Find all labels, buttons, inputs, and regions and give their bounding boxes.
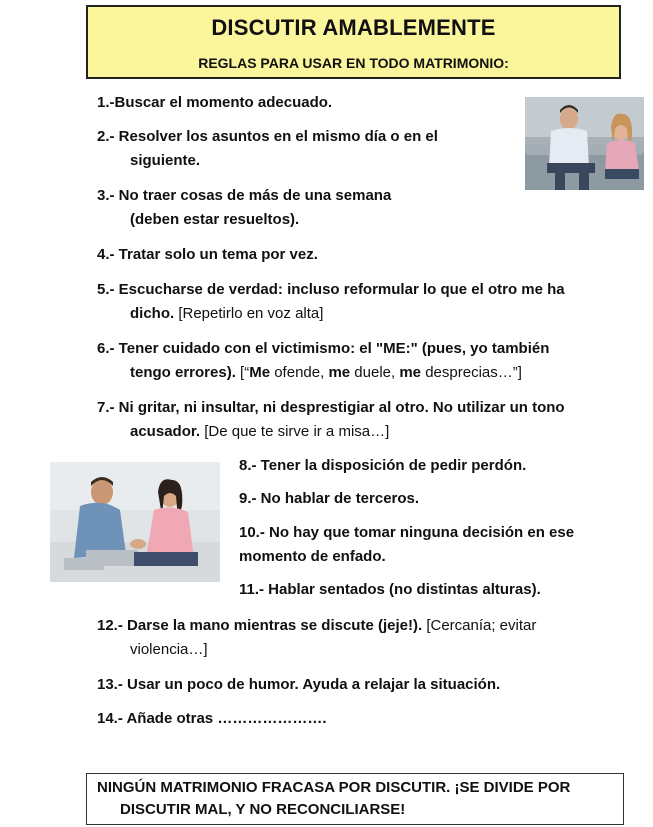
footer-line-1: NINGÚN MATRIMONIO FRACASA POR DISCUTIR. ¡SE DIVIDE POR <box>97 779 571 796</box>
rule-6-note: [“Me ofende, me duele, me desprecias…”] <box>240 364 522 381</box>
rule-9: 9.- No hablar de terceros. <box>239 490 420 507</box>
page-subtitle: REGLAS PARA USAR EN TODO MATRIMONIO: <box>198 55 509 71</box>
page-title: DISCUTIR AMABLEMENTE <box>211 15 496 40</box>
rule-2: 2.- Resolver los asuntos en el mismo día o en el siguiente. <box>97 128 438 169</box>
rule-5: 5.- Escucharse de verdad: incluso reformular lo que el otro me ha dicho. [Repetirlo en voz alta] <box>97 281 565 322</box>
couple-holding-hands-photo <box>50 462 220 582</box>
rule-1: 1.-Buscar el momento adecuado. <box>97 94 333 111</box>
rule-4: 4.- Tratar solo un tema por vez. <box>97 246 318 263</box>
rule-14: 14.- Añade otras …………………. <box>97 710 327 727</box>
rule-7: 7.- Ni gritar, ni insultar, ni desprestigiar al otro. No utilizar un tono acusador. [De que te sirve ir a misa…] <box>97 399 565 440</box>
rule-3: 3.- No traer cosas de más de una semana (deben estar resueltos). <box>97 187 392 228</box>
rule-11: 11.- Hablar sentados (no distintas alturas). <box>239 581 541 598</box>
rule-12-note: [Cercanía; evitar <box>426 617 537 634</box>
rule-8: 8.- Tener la disposición de pedir perdón. <box>239 457 527 474</box>
rule-10: 10.- No hay que tomar ninguna decisión en ese momento de enfado. <box>239 524 575 565</box>
rule-7-note: [De que te sirve ir a misa…] <box>204 423 390 440</box>
rule-5-note: [Repetirlo en voz alta] <box>178 305 324 322</box>
footer-box <box>86 773 624 825</box>
footer-line-2: DISCUTIR MAL, Y NO RECONCILIARSE! <box>120 801 406 818</box>
couple-upset-photo <box>525 97 644 190</box>
rule-12: 12.- Darse la mano mientras se discute (jeje!). [Cercanía; evitar violencia…] <box>97 617 537 658</box>
title-box <box>86 5 621 79</box>
rule-6: 6.- Tener cuidado con el victimismo: el "ME:" (pues, yo también tengo errores). [“Me ofende, me duele, me desprecias…”] <box>97 340 550 381</box>
rule-13: 13.- Usar un poco de humor. Ayuda a relajar la situación. <box>97 676 501 693</box>
